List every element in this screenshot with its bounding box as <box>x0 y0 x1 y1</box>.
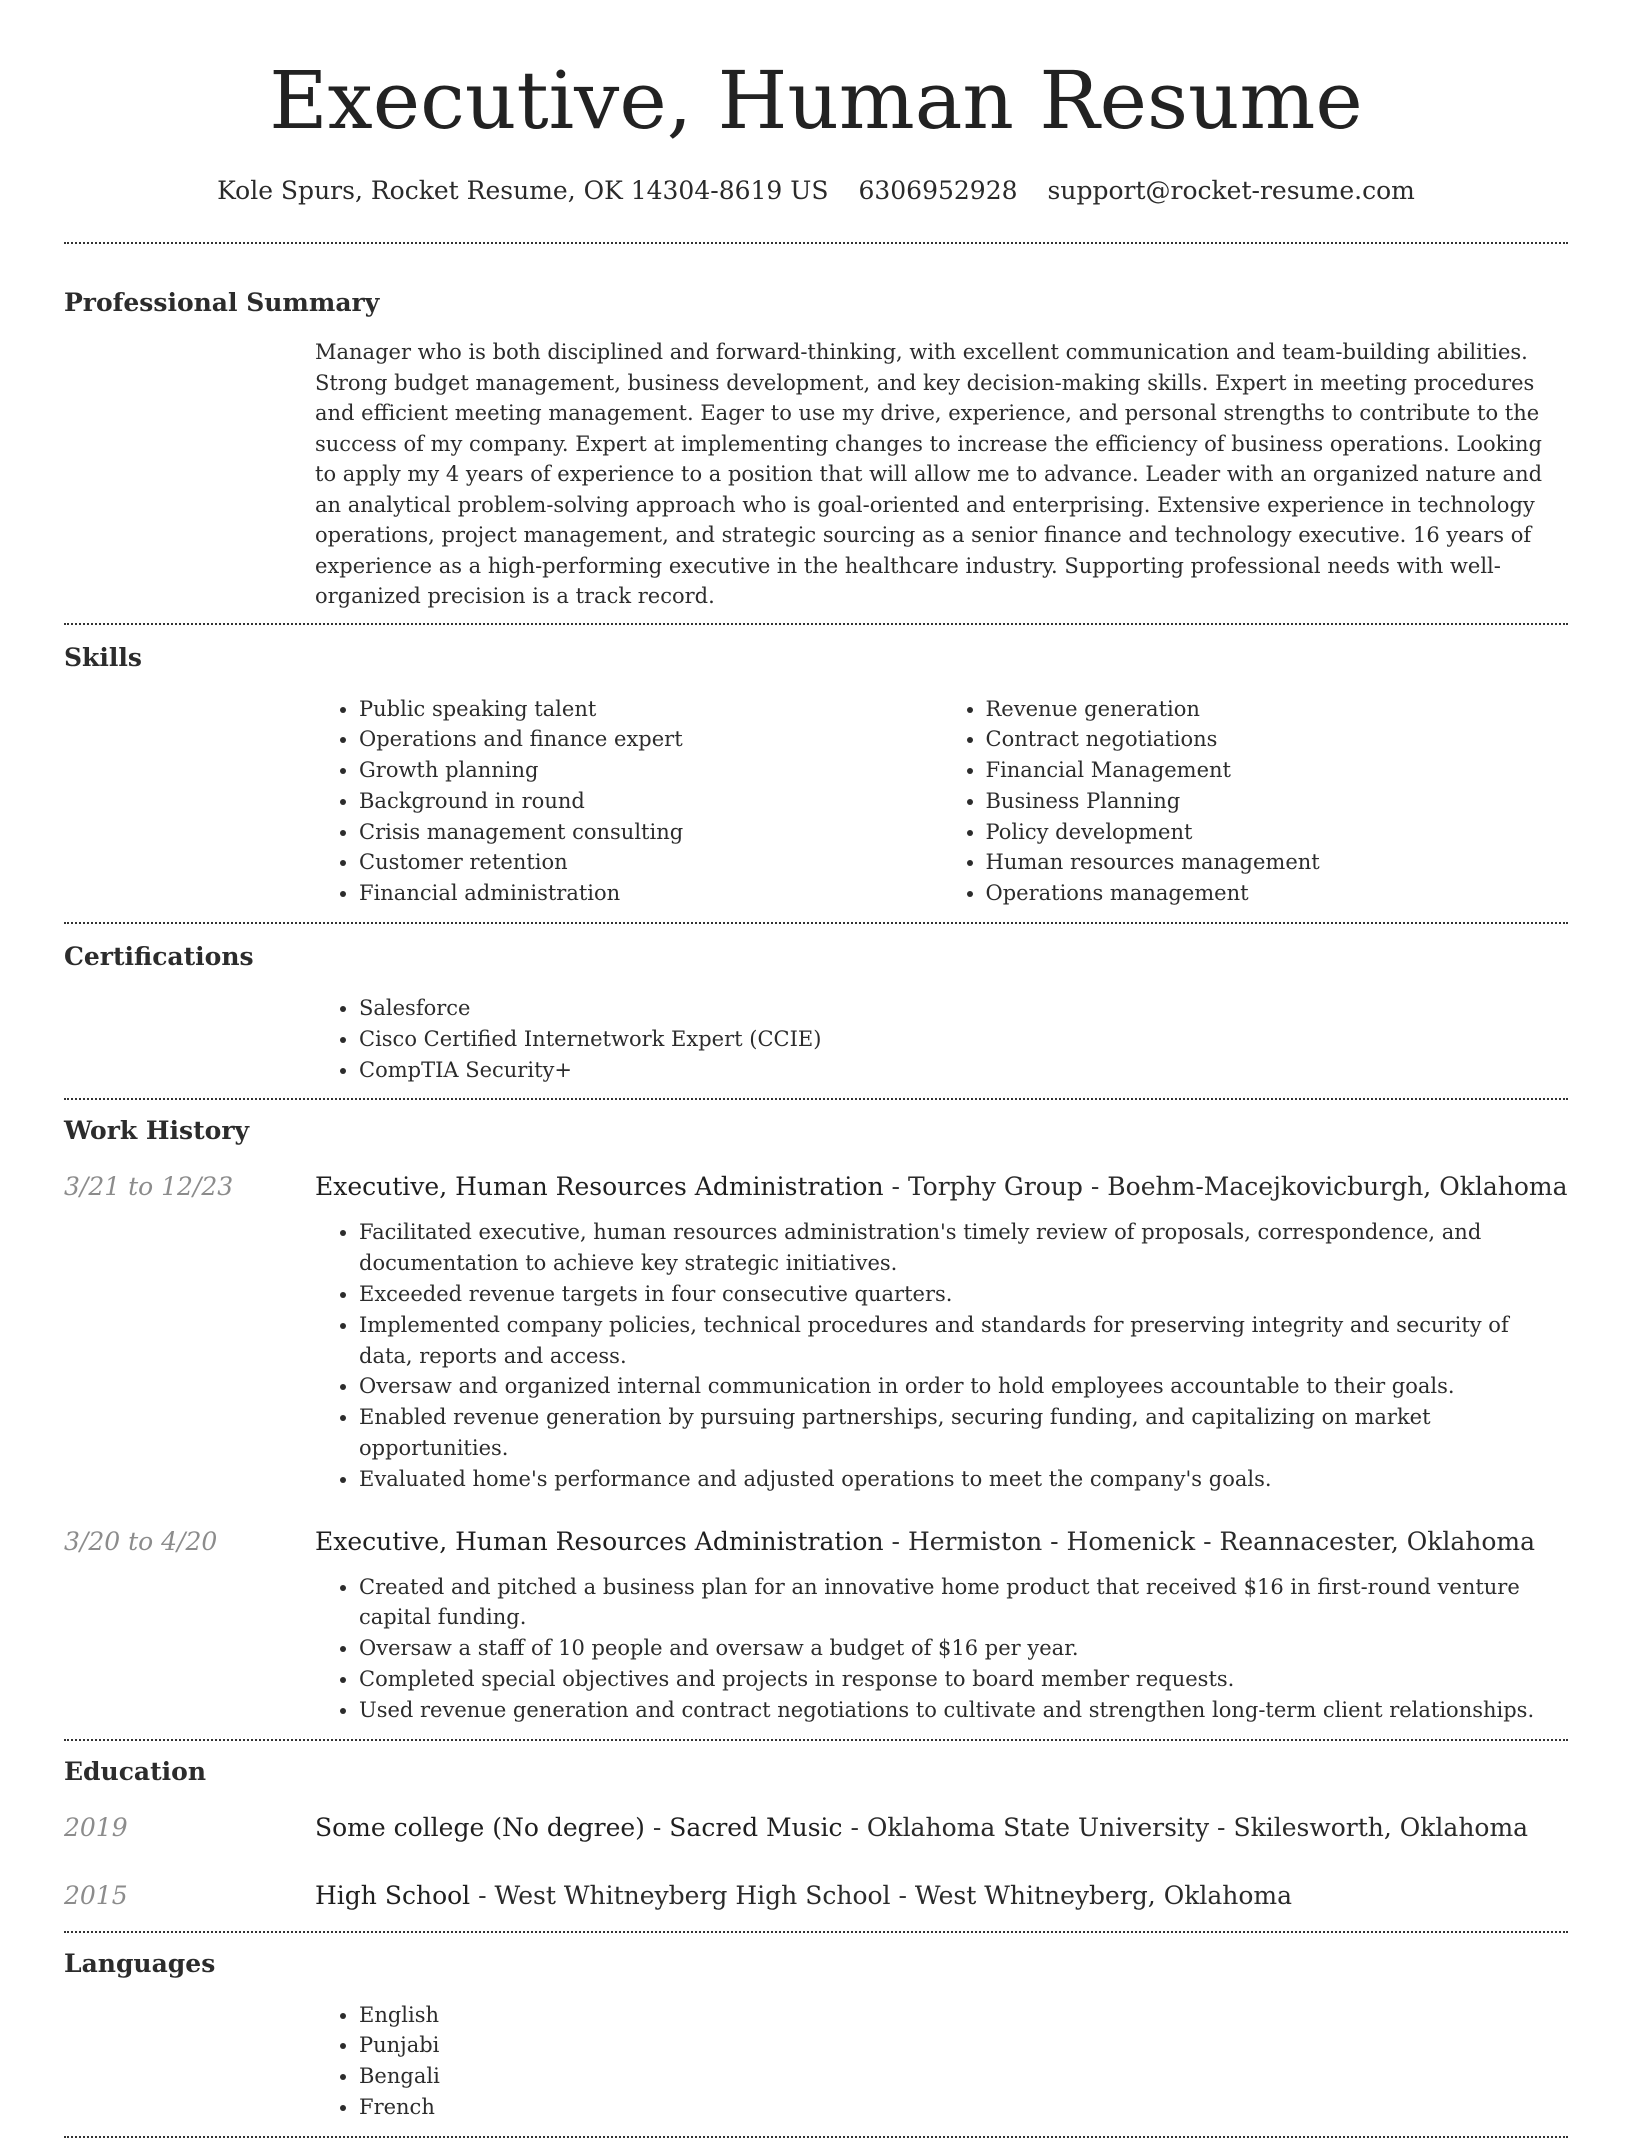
education-field: Sacred Music <box>669 1812 843 1842</box>
certifications-heading: Certifications <box>64 942 254 972</box>
skill-item: • Contract negotiations <box>986 724 1569 755</box>
job-location: Reannacester, Oklahoma <box>1219 1526 1536 1556</box>
summary-heading: Professional Summary <box>64 288 380 317</box>
certifications-list <box>315 993 1568 1085</box>
skill-item: • Crisis management consulting <box>359 817 942 848</box>
job-bullet: • Evaluated home's performance and adjusted operations to meet the company's goals. <box>359 1464 1568 1495</box>
skill-item: • Public speaking talent <box>359 694 942 725</box>
job-bullet: • Implemented company policies, technical procedures and standards for preserving integrity and security of data, reports and access. <box>359 1310 1568 1372</box>
skill-item: • Operations management <box>986 878 1569 909</box>
certification-item: • Cisco Certified Internetwork Expert (CCIE) <box>359 1024 1568 1055</box>
job-entry <box>64 1170 1568 1204</box>
job-company: Torphy Group <box>907 1172 1083 1202</box>
languages-list <box>315 2000 1568 2123</box>
job-bullet: • Enabled revenue generation by pursuing partnerships, securing funding, and capitalizing on market opportunities. <box>359 1402 1568 1464</box>
education-year: 2019 <box>64 1812 128 1842</box>
language-item: • English <box>359 2000 1568 2031</box>
skills-list-left <box>315 694 942 910</box>
job-bullets <box>315 1217 1568 1494</box>
job-dates: 3/21 to 12/23 <box>64 1172 234 1202</box>
contact-email[interactable]: support@rocket-resume.com <box>1047 176 1415 205</box>
work-history-section <box>64 1100 1568 1738</box>
resume-title: Executive, Human Resume <box>269 54 1363 147</box>
contact-phone: 6306952928 <box>858 176 1018 205</box>
certifications-section <box>64 924 1568 1098</box>
job-dates: 3/20 to 4/20 <box>64 1526 218 1556</box>
languages-section <box>64 1933 1568 2136</box>
job-heading: Executive, Human Resources Administration - Torphy Group - Boehm-Macejkovicburgh, Oklahoma <box>315 1172 1568 1202</box>
skill-item: • Customer retention <box>359 847 942 878</box>
job-bullets <box>315 1572 1568 1726</box>
job-bullet: • Created and pitched a business plan for an innovative home product that received $16 in first-round venture capital funding. <box>359 1572 1568 1634</box>
skill-item: • Policy development <box>986 817 1569 848</box>
skills-section <box>64 625 1568 923</box>
job-bullet: • Oversaw and organized internal communication in order to hold employees accountable to their goals. <box>359 1371 1568 1402</box>
education-entry <box>64 1879 1568 1931</box>
job-bullet: • Completed special objectives and projects in response to board member requests. <box>359 1664 1568 1695</box>
skills-list-right <box>942 694 1569 910</box>
education-school: West Whitneyberg High School <box>494 1880 891 1910</box>
skill-item: • Human resources management <box>986 847 1569 878</box>
summary-section <box>64 244 1568 623</box>
skill-item: • Operations and finance expert <box>359 724 942 755</box>
job-role: Executive, Human Resources Administration <box>315 1172 884 1202</box>
language-item: • Bengali <box>359 2061 1568 2092</box>
work-history-heading: Work History <box>64 1116 250 1146</box>
skill-item: • Revenue generation <box>986 694 1569 725</box>
languages-heading: Languages <box>64 1948 216 1978</box>
education-degree: Some college (No degree) <box>315 1812 645 1842</box>
education-degree: High School <box>315 1880 471 1910</box>
education-location: West Whitneyberg, Oklahoma <box>914 1880 1293 1910</box>
education-heading-line: Some college (No degree) - Sacred Music - Oklahoma State University - Skilesworth, Oklahoma <box>315 1812 1529 1842</box>
job-role: Executive, Human Resources Administration <box>315 1526 884 1556</box>
job-location: Boehm-Macejkovicburgh, Oklahoma <box>1107 1172 1568 1202</box>
skill-item: • Growth planning <box>359 755 942 786</box>
education-entry <box>64 1811 1568 1845</box>
education-heading: Education <box>64 1756 207 1786</box>
education-heading-line: High School - West Whitneyberg High School - West Whitneyberg, Oklahoma <box>315 1880 1293 1910</box>
education-school: Oklahoma State University <box>866 1812 1210 1842</box>
job-entry <box>64 1525 1568 1559</box>
education-location: Skilesworth, Oklahoma <box>1233 1812 1529 1842</box>
job-heading: Executive, Human Resources Administration - Hermiston - Homenick - Reannacester, Oklahoma <box>315 1526 1536 1556</box>
summary-text: Manager who is both disciplined and forward-thinking, with excellent communication and team-building abilities. Strong budget management, business development, and key decision-making skills. Expert in meeting procedures and efficient meeting management. Eager to use my drive, experience, and personal strengths to contribute to the success of my company. Expert at implementing changes to increase the efficiency of business operations. Looking to apply my 4 years of experience to a position that will allow me to advance. Leader with an organized nature and an analytical problem-solving approach who is goal-oriented and enterprising. Extensive experience in technology operations, project management, and strategic sourcing as a senior finance and technology executive. 16 years of experience as a high-performing executive in the healthcare industry. Supporting professional needs with well-organized precision is a track record. <box>315 340 1543 608</box>
skill-item: • Financial Management <box>986 755 1569 786</box>
skill-item: • Business Planning <box>986 786 1569 817</box>
job-company: Hermiston - Homenick <box>907 1526 1196 1556</box>
language-item: • Punjabi <box>359 2030 1568 2061</box>
contact-line <box>64 174 1568 208</box>
contact-address: Kole Spurs, Rocket Resume, OK 14304-8619 US <box>217 176 829 205</box>
job-bullet: • Used revenue generation and contract negotiations to cultivate and strengthen long-term client relationships. <box>359 1695 1568 1726</box>
skills-heading: Skills <box>64 642 142 672</box>
certification-item: • CompTIA Security+ <box>359 1055 1568 1086</box>
skill-item: • Financial administration <box>359 878 942 909</box>
skill-item: • Background in round <box>359 786 942 817</box>
language-item: • French <box>359 2092 1568 2123</box>
certification-item: • Salesforce <box>359 993 1568 1024</box>
job-bullet: • Exceeded revenue targets in four consecutive quarters. <box>359 1279 1568 1310</box>
education-section <box>64 1741 1568 1931</box>
job-bullet: • Oversaw a staff of 10 people and oversaw a budget of $16 per year. <box>359 1633 1568 1664</box>
education-year: 2015 <box>64 1880 128 1910</box>
job-bullet: • Facilitated executive, human resources administration's timely review of proposals, correspondence, and documentation to achieve key strategic initiatives. <box>359 1217 1568 1279</box>
